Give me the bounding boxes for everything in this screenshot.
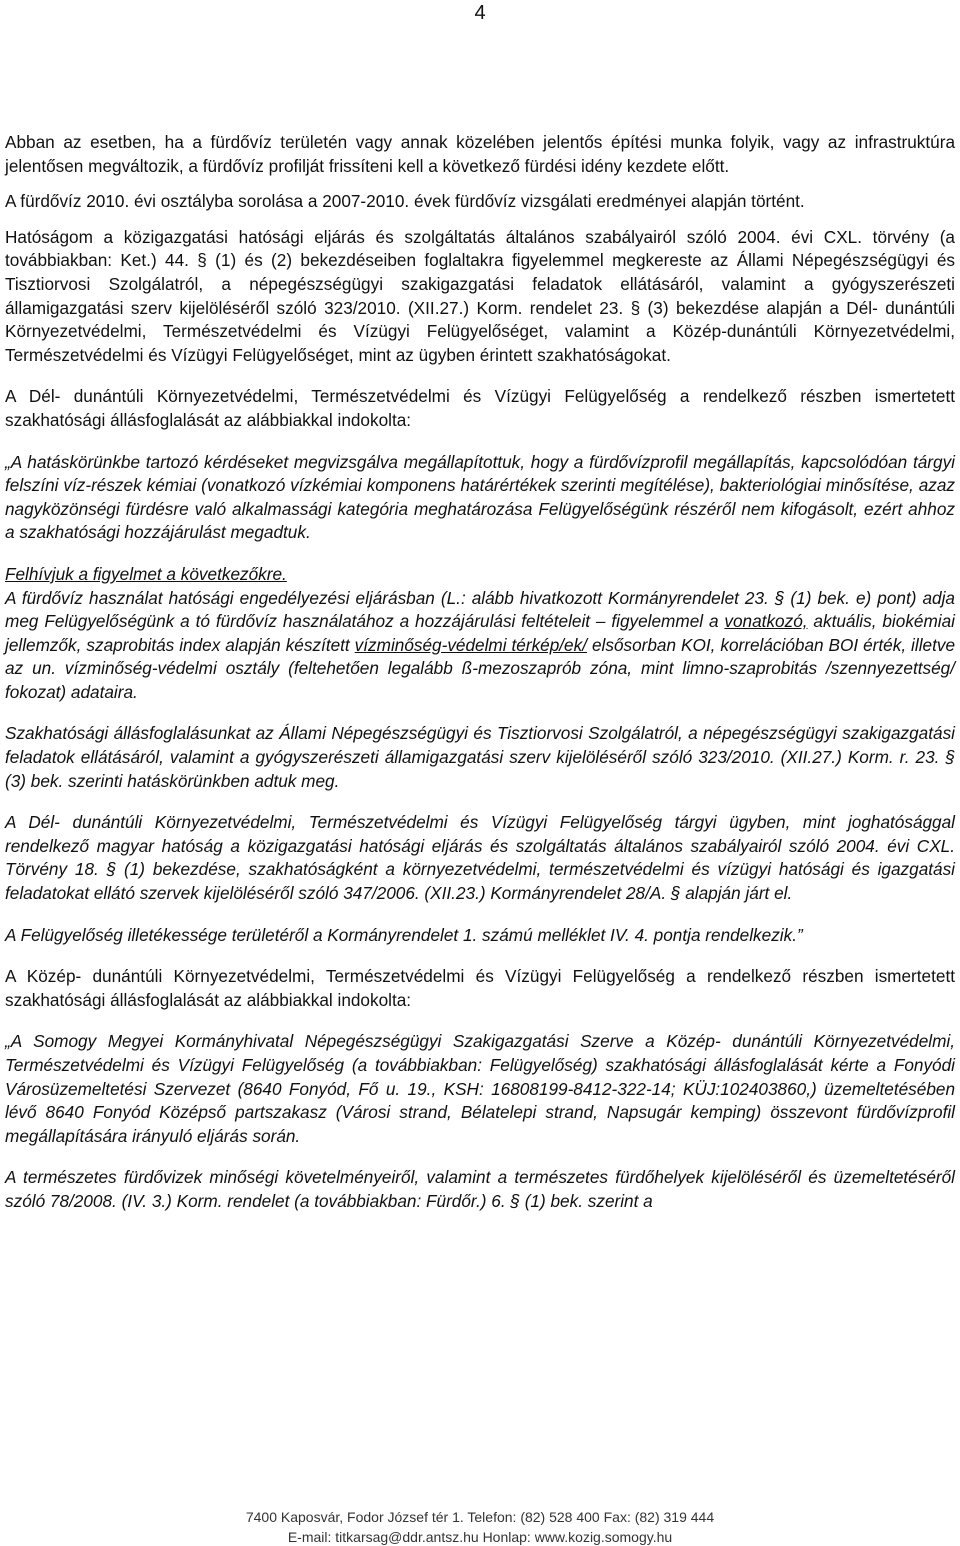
attention-text-c: elsősorban KOI, korrelációban BOI érték, illetve az un. vízminőség-védelmi osztály (feltehetően legalább ß-mezoszaprób zóna, mint limno-szaprobitás /szennyezettség/ fokozat) adataira.	[5, 634, 956, 702]
attention-underlined-2: vízminőség-védelmi térkép/ek/	[354, 634, 587, 655]
paragraph-regulation: A természetes fürdővizek minőségi követelményeiről, valamint a természetes fürdőhelyek kijelöléséről és üzemeltetéséről szóló 78/2008. (IV. 3.) Korm. rendelet (a továbbiakban: Fürdőr.) 6. § (1) bek. szerint a	[5, 1167, 955, 1211]
paragraph-dd-quote: „A hatáskörünkbe tartozó kérdéseket megvizsgálva megállapítottuk, hogy a fürdővízprofil megállapítás, kapcsolódóan tárgyi felszíni víz-részek kémiai (vonatkozó vízkémiai komponens határértékek szerinti megítélése), bakteriológiai minősítése, azaz nagyközönségi fürdésre való alkalmassági kategória meghatározása Felügyelőségünk részéről nem kifogásolt, ezért ahhoz a szakhatósági hozzájárulást megadtuk.	[5, 451, 955, 543]
paragraph-attention-title	[5, 563, 955, 587]
paragraph-dd-opinion: Szakhatósági állásfoglalásunkat az Állami Népegészségügyi és Tisztiorvosi Szolgálatról, a népegészségügyi szakigazgatási feladatok ellátásáról, valamint a gyógyszerészeti államigazgatási szerv kijelöléséről szóló 323/2010. (XII.27.) Korm. r. 23. § (3) bek. szerinti hatáskörünkben adtuk meg.	[5, 723, 955, 791]
footer-contact: E-mail: titkarsag@ddr.antsz.hu Honlap: www.kozig.somogy.hu	[287, 1529, 673, 1545]
attention-text-a: A fürdővíz használat hatósági engedélyezési eljárásban (L.: alább hivatkozott Kormányrendelet 23. § (1) bek. e) pont) adja meg Felügyelőségünk a tó fürdővíz használatához a hozzájárulási feltételeit – figyelemmel a	[5, 587, 955, 632]
paragraph-kd-justification-intro: A Közép- dunántúli Környezetvédelmi, Természetvédelmi és Vízügyi Felügyelőség a rendelkező részben ismertetett szakhatósági állásfoglalását az alábbiakkal indokolta:	[5, 966, 955, 1010]
paragraph-dd-competence: A Felügyelőség illetékessége területéről a Kormányrendelet 1. számú melléklet IV. 4. pontja rendelkezik.”	[5, 924, 803, 945]
paragraph-dd-justification-intro: A Dél- dunántúli Környezetvédelmi, Természetvédelmi és Vízügyi Felügyelőség a rendelkező részben ismertetett szakhatósági állásfoglalását az alábbiakkal indokolta:	[5, 386, 955, 430]
paragraph-classification: A fürdővíz 2010. évi osztályba sorolása a 2007-2010. évek fürdővíz vizsgálati eredményei alapján történt.	[5, 191, 805, 212]
paragraph-dd-jurisdiction: A Dél- dunántúli Környezetvédelmi, Természetvédelmi és Vízügyi Felügyelőség tárgyi ügyben, mint joghatósággal rendelkező magyar hatóság a közigazgatási hatósági eljárás és szolgáltatás általános szabályairól szóló 2004. évi CXL. Törvény 18. § (1) bekezdése, szakhatóságként a környezetvédelmi, természetvédelmi és vízügyi hatósági és igazgatási feladatokat ellátó szervek kijelöléséről szóló 347/2006. (XII.23.) Kormányrendelet 28/A. § alapján járt el.	[5, 812, 955, 904]
paragraph-kd-quote: „A Somogy Megyei Kormányhivatal Népegészségügyi Szakigazgatási Szerve a Közép- dunántúli Környezetvédelmi, Természetvédelmi és Vízügyi Felügyelőség (a továbbiakban: Felügyelőség) szakhatósági állásfoglalását kérte a Fonyódi Városüzemeltetési Szervezet (8640 Fonyód, Fő u. 19., KSH: 16808199-8412-322-14; KÜJ:102403860,) üzemeltetésében lévő 8640 Fonyód Középső partszakasz (Városi strand, Bélatelepi strand, Napsugár kemping) összevont fürdővízprofil megállapítására irányuló eljárás során.	[5, 1031, 955, 1146]
document-body	[5, 131, 955, 1214]
paragraph-profile-update: Abban az esetben, ha a fürdővíz területén vagy annak közelében jelentős építési munka folyik, vagy az infrastruktúra jelentősen megváltozik, a fürdővíz profilját frissíteni kell a következő fürdési idény kezdete előtt.	[5, 132, 955, 176]
footer-address: 7400 Kaposvár, Fodor József tér 1. Telefon: (82) 528 400 Fax: (82) 319 444	[245, 1509, 715, 1525]
attention-underlined-1: vonatkozó,	[724, 611, 808, 632]
page-number: 4	[474, 2, 486, 24]
attention-title: Felhívjuk a figyelmet a következőkre.	[5, 563, 287, 584]
paragraph-attention-body	[5, 587, 955, 705]
attention-text-b: aktuális, biokémiai jellemzők, szaprobitás index alapján készített	[5, 611, 955, 655]
paragraph-authority-request: Hatóságom a közigazgatási hatósági eljárás és szolgáltatás általános szabályairól szóló 2004. évi CXL. törvény (a továbbiakban: Ket.) 44. § (1) és (2) bekezdéseiben foglaltakra figyelemmel megkereste az Állami Népegészségügyi és Tisztiorvosi Szolgálatról, a népegészségügyi szakigazgatási feladatok ellátásáról, valamint a gyógyszerészeti államigazgatási szerv kijelöléséről szóló 323/2010. (XII.27.) Korm. rendelet 23. § (3) bekezdése alapján a Dél- dunántúli Környezetvédelmi, Természetvédelmi és Vízügyi Felügyelőséget, valamint a Közép-dunántúli Környezetvédelmi, Természetvédelmi és Vízügyi Felügyelőséget, mint az ügyben érintett szakhatóságokat.	[5, 226, 955, 365]
